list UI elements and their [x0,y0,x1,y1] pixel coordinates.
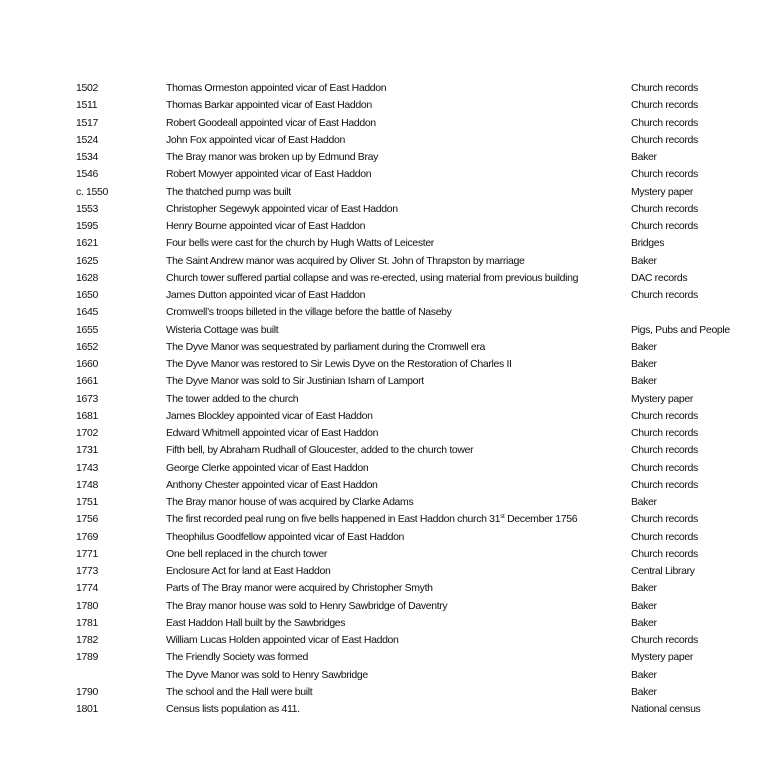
source-cell: Mystery paper [631,651,693,664]
event-text: The tower added to the church [166,392,299,405]
timeline-row [0,442,766,459]
event-cell [166,201,398,218]
event-text: Robert Goodeall appointed vicar of East Haddon [166,116,376,129]
timeline-row [0,339,766,356]
event-cell [166,270,578,287]
event-cell [166,356,512,373]
event-text: Robert Mowyer appointed vicar of East Haddon [166,168,372,181]
year-cell: 1511 [76,99,98,112]
event-cell [166,184,291,201]
year-cell: 1595 [76,220,98,232]
source-cell: Church records [631,444,698,457]
event-cell [166,391,298,408]
event-text: Wisteria Cottage was built [166,323,279,336]
event-text: Parts of The Bray manor were acquired by Christopher Smyth [166,582,433,595]
timeline-row [0,166,766,183]
year-cell: 1645 [76,306,98,319]
year-cell: 1801 [76,703,98,715]
year-cell: 1769 [76,530,98,543]
timeline-row [0,615,766,632]
timeline-row [0,563,766,580]
event-text: James Blockley appointed vicar of East Haddon [166,409,373,422]
timeline-row [0,529,766,546]
event-text: The school and the Hall were built [166,685,313,698]
timeline-row [0,408,766,425]
source-cell: Central Library [631,565,695,577]
event-text: Christopher Segewyk appointed vicar of East Haddon [166,202,398,215]
year-cell: 1789 [76,651,98,664]
source-cell: Church records [631,478,698,491]
year-cell: 1625 [76,254,98,267]
event-text: Edward Whitmell appointed vicar of East Haddon [166,427,379,439]
timeline-row [0,97,766,114]
source-cell: Church records [631,530,698,543]
source-cell: Church records [631,289,698,301]
timeline-row [0,132,766,149]
event-text: The Dyve Manor was restored to Sir Lewis Dyve on the Restoration of Charles II [166,358,512,370]
year-cell: 1780 [76,599,98,612]
timeline-row [0,115,766,132]
event-cell [166,615,345,632]
year-cell: 1628 [76,271,98,284]
event-cell [166,511,577,528]
timeline-row [0,270,766,287]
year-cell: 1502 [76,82,98,94]
event-cell [166,304,452,321]
event-cell [166,494,413,511]
event-text: George Clerke appointed vicar of East Haddon [166,461,369,474]
source-cell: Church records [631,82,698,94]
event-cell [166,701,300,718]
event-text: The Dyve Manor was sold to Sir Justinian Isham of Lamport [166,375,424,388]
source-cell: Baker [631,340,657,353]
source-cell: Church records [631,461,698,474]
year-cell: 1673 [76,392,98,405]
timeline-row [0,425,766,442]
event-text: One bell replaced in the church tower [166,547,327,560]
source-cell: Pigs, Pubs and People [631,323,730,336]
event-cell [166,460,368,477]
source-cell: Church records [631,547,698,560]
timeline-row [0,218,766,235]
source-cell: Baker [631,151,657,163]
event-text: Enclosure Act for land at East Haddon [166,565,331,577]
event-cell [166,546,327,563]
year-cell: 1652 [76,340,98,353]
event-text: William Lucas Holden appointed vicar of East Haddon [166,634,399,646]
source-cell: Church records [631,202,698,215]
source-cell: Baker [631,375,657,388]
event-cell [166,132,345,149]
event-text: Four bells were cast for the church by Hugh Watts of Leicester [166,237,434,250]
timeline-row [0,287,766,304]
event-text: The Bray manor house of was acquired by Clarke Adams [166,496,414,508]
event-cell [166,322,278,339]
event-text: The thatched pump was built [166,185,291,198]
year-cell: 1756 [76,513,98,526]
year-cell: 1771 [76,547,98,560]
event-cell [166,632,399,649]
event-text: Henry Bourne appointed vicar of East Haddon [166,220,366,232]
source-cell: Mystery paper [631,392,693,405]
timeline-row [0,546,766,563]
source-cell: Church records [631,133,698,146]
event-cell [166,253,525,270]
timeline-row [0,598,766,615]
source-cell: Church records [631,409,698,422]
year-cell: 1681 [76,409,98,422]
source-cell: Church records [631,99,698,112]
event-text: Thomas Ormeston appointed vicar of East Haddon [166,82,387,94]
event-cell [166,218,365,235]
year-cell: 1773 [76,565,98,577]
source-cell: DAC records [631,271,688,284]
event-text: James Dutton appointed vicar of East Haddon [166,289,366,301]
event-text: The Dyve Manor was sold to Henry Sawbridge [166,668,368,681]
timeline-row [0,149,766,166]
timeline-row [0,356,766,373]
source-cell: Church records [631,116,698,129]
year-cell: 1743 [76,461,98,474]
event-cell [166,580,433,597]
event-cell [166,149,378,166]
year-cell: 1650 [76,289,98,301]
event-cell [166,97,372,114]
event-cell [166,80,386,97]
timeline-row [0,253,766,270]
timeline-row [0,649,766,666]
timeline-row [0,373,766,390]
event-text: Thomas Barkar appointed vicar of East Haddon [166,99,372,112]
event-text: The Bray manor house was sold to Henry Sawbridge of Daventry [166,599,448,612]
event-text: Fifth bell, by Abraham Rudhall of Gloucester, added to the church tower [166,444,474,457]
event-text: The Dyve Manor was sequestrated by parliament during the Cromwell era [166,340,486,353]
event-text: The Bray manor was broken up by Edmund Bray [166,151,378,163]
event-text: The Saint Andrew manor was acquired by Oliver St. John of Thrapston by marriage [166,254,525,267]
event-cell [166,287,365,304]
timeline-row [0,235,766,252]
source-cell: Baker [631,599,657,612]
timeline-row [0,684,766,701]
year-cell: 1524 [76,133,98,146]
year-cell: 1546 [76,168,98,181]
year-cell: 1702 [76,427,98,439]
event-cell [166,598,447,615]
timeline-row [0,460,766,477]
event-cell [166,667,368,684]
event-text: The first recorded peal rung on five bells happened in East Haddon church 31 [166,513,501,526]
year-cell: 1517 [76,116,98,129]
event-cell [166,115,376,132]
year-cell: 1751 [76,496,98,508]
event-cell [166,442,473,459]
ordinal-suffix: st [500,513,505,521]
timeline-row [0,391,766,408]
timeline-row [0,322,766,339]
source-cell: Church records [631,220,698,232]
event-cell [166,373,424,390]
source-cell: Church records [631,634,698,646]
timeline-row [0,494,766,511]
timeline-row [0,511,766,528]
event-cell [166,408,373,425]
event-cell [166,166,371,183]
timeline-row [0,304,766,321]
timeline-row [0,184,766,201]
year-cell: 1781 [76,616,98,629]
event-text: John Fox appointed vicar of East Haddon [166,133,345,146]
source-cell: Church records [631,513,698,526]
event-cell [166,684,312,701]
year-cell: 1621 [76,237,98,250]
year-cell: 1660 [76,358,98,370]
source-cell: Church records [631,427,698,439]
event-text: Theophilus Goodfellow appointed vicar of East Haddon [166,530,405,543]
year-cell: 1782 [76,634,98,646]
source-cell: Baker [631,582,657,595]
year-cell: 1661 [76,375,98,388]
source-cell: Baker [631,254,657,267]
year-cell: 1534 [76,151,98,163]
event-cell [166,235,434,252]
event-text: East Haddon Hall built by the Sawbridges [166,616,346,629]
timeline-row [0,580,766,597]
source-cell: Bridges [631,237,665,250]
source-cell: Baker [631,668,657,681]
event-text-tail: December 1756 [504,513,578,526]
timeline-row [0,80,766,97]
year-cell: 1748 [76,478,98,491]
event-cell [166,425,378,442]
source-cell: Baker [631,358,657,370]
source-cell: Baker [631,496,657,508]
timeline-row [0,201,766,218]
source-cell: Mystery paper [631,185,693,198]
year-cell: c. 1550 [76,185,108,198]
event-cell [166,339,485,356]
year-cell: 1731 [76,444,98,457]
timeline-row [0,632,766,649]
event-text: Census lists population as 411. [166,703,300,715]
year-cell: 1790 [76,685,98,698]
timeline-table [0,80,766,718]
source-cell: Baker [631,616,657,629]
timeline-row [0,477,766,494]
source-cell: National census [631,703,701,715]
event-cell [166,477,378,494]
year-cell: 1655 [76,323,98,336]
event-text: Cromwell’s troops billeted in the village before the battle of Naseby [166,306,452,319]
year-cell: 1774 [76,582,98,595]
timeline-row [0,701,766,718]
timeline-row [0,667,766,684]
event-text: Church tower suffered partial collapse and was re-erected, using material from previous building [166,271,579,284]
event-cell [166,529,404,546]
event-text: Anthony Chester appointed vicar of East Haddon [166,478,378,491]
year-cell: 1553 [76,202,98,215]
source-cell: Church records [631,168,698,181]
event-text: The Friendly Society was formed [166,651,309,664]
event-cell [166,649,308,666]
source-cell: Baker [631,685,657,698]
event-cell [166,563,331,580]
